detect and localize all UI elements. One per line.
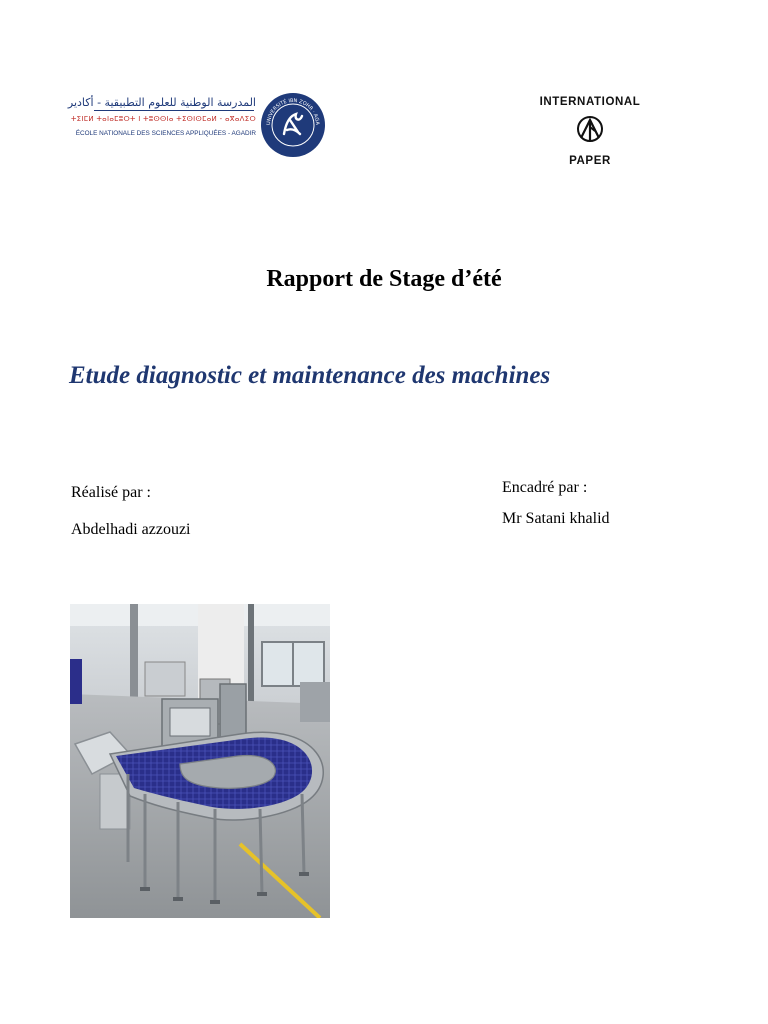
international-paper-logo xyxy=(520,96,660,186)
ensa-french-name: ÉCOLE NATIONALE DES SCIENCES APPLIQUÉES - AGADIR xyxy=(75,130,256,137)
ensa-arabic-name: المدرسة الوطنية للعلوم التطبيقية - أكادير xyxy=(67,96,256,109)
author-name: Abdelhadi azzouzi xyxy=(71,521,191,538)
ip-logo-top-text: INTERNATIONAL xyxy=(539,96,641,108)
supervisor-label: Encadré par : xyxy=(502,479,588,496)
ip-logo-bottom-text: PAPER xyxy=(569,155,611,167)
supervisor-name: Mr Satani khalid xyxy=(502,510,610,527)
author-label: Réalisé par : xyxy=(71,484,151,501)
ip-tree-icon xyxy=(520,114,660,149)
seal-text: UNIVERSITÉ IBN ZOHR · AGA xyxy=(265,97,321,126)
ensa-tifinagh-name: ⵜⵉⵏⵎⵍ ⵜⴰⵏⴰⵎⵓⵔⵜ ⵏ ⵜⵓⵙⵙⵏⴰ ⵜⵉⵙⵏⵙⵎⴰⵍ - ⴰⴳⴰⴷⵉⵔ xyxy=(71,115,256,123)
conveyor-machine-photo xyxy=(70,604,330,918)
university-seal-icon xyxy=(260,92,326,158)
report-title: Rapport de Stage d’été xyxy=(266,266,502,292)
logo-divider xyxy=(94,110,254,111)
subject-title: Etude diagnostic et maintenance des machines xyxy=(69,362,551,389)
ensa-agadir-logo xyxy=(67,90,326,168)
